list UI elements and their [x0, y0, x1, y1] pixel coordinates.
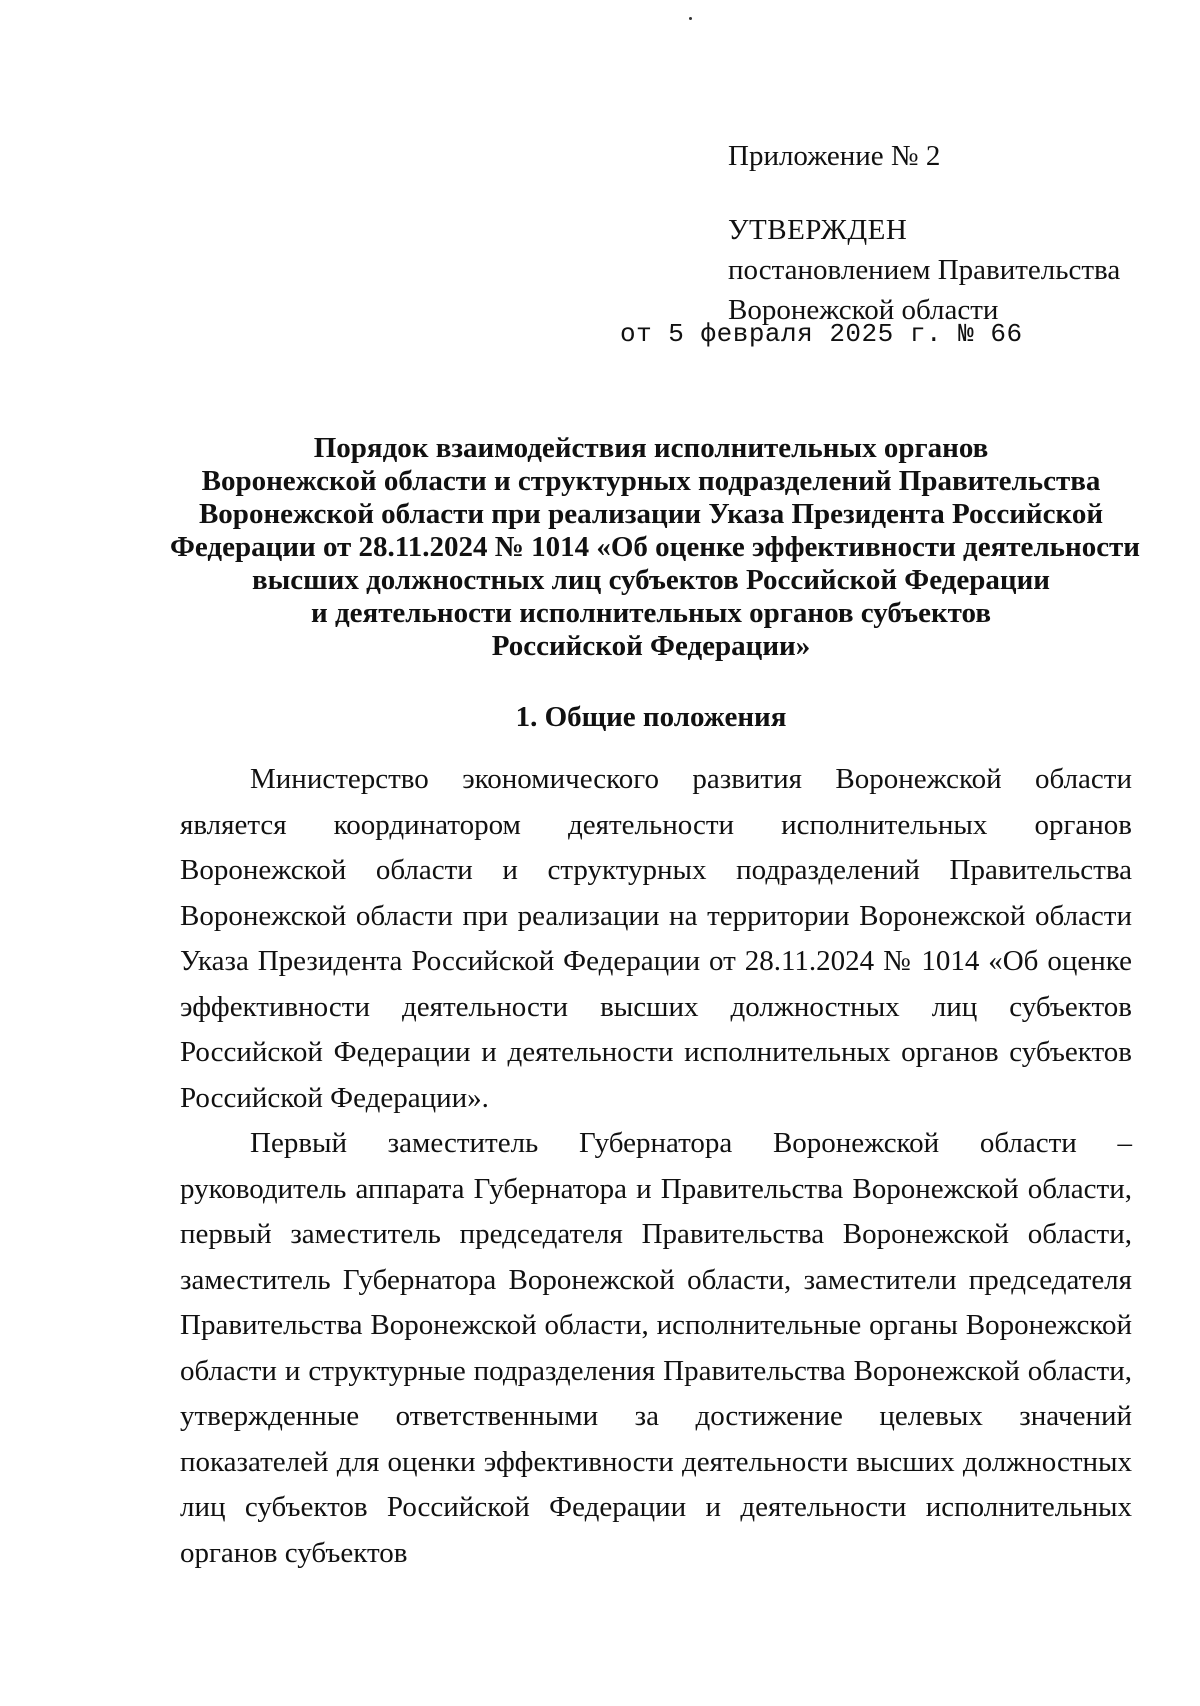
annex-label: Приложение № 2: [728, 140, 941, 172]
body-paragraph: Министерство экономического развития Воронежской области является координатором деятельности исполнительных органов Воронежской области и структурных подразделений Правительства Воронежской области при реализации на территории Воронежской области Указа Президента Российской Федерации от 28.11.2024 № 1014 «Об оценке эффективности деятельности высших должностных лиц субъектов Российской Федерации и деятельности исполнительных органов субъектов Российской Федерации».: [180, 763, 1132, 1114]
title-line: Федерации от 28.11.2024 № 1014 «Об оценке эффективности деятельности: [170, 531, 1141, 563]
approved-label: УТВЕРЖДЕН: [728, 214, 908, 246]
title-line: Воронежской области при реализации Указа Президента Российской: [198, 498, 1104, 530]
scan-speck: [689, 17, 692, 20]
body-paragraph: Первый заместитель Губернатора Воронежской области – руководитель аппарата Губернатора и Правительства Воронежской области, первый заместитель председателя Правительства Воронежской области, заместитель Губернатора Воронежской области, заместители председателя Правительства Воронежской области, исполнительные органы Воронежской области и структурные подразделения Правительства Воронежской области, утвержденные ответственными за достижение целевых значений показателей для оценки эффективности деятельности высших должностных лиц субъектов Российской Федерации и деятельности исполнительных органов субъектов: [180, 1127, 1132, 1569]
title-line: Порядок взаимодействия исполнительных органов: [313, 432, 989, 464]
document-title: [170, 432, 1141, 663]
decree-date-number: от 5 февраля 2025 г. № 66: [620, 319, 1023, 349]
title-line: Российской Федерации»: [491, 630, 811, 662]
approval-block: [620, 136, 1121, 349]
approved-by-line-2: Воронежской области: [728, 294, 999, 326]
title-line: высших должностных лиц субъектов Российской Федерации: [252, 564, 1050, 596]
section-heading: 1. Общие положения: [515, 701, 787, 733]
title-line: Воронежской области и структурных подразделений Правительства: [201, 465, 1101, 497]
title-line: и деятельности исполнительных органов субъектов: [311, 597, 991, 629]
approved-by-line-1: постановлением Правительства: [728, 254, 1121, 286]
section-body: [180, 757, 1132, 1576]
